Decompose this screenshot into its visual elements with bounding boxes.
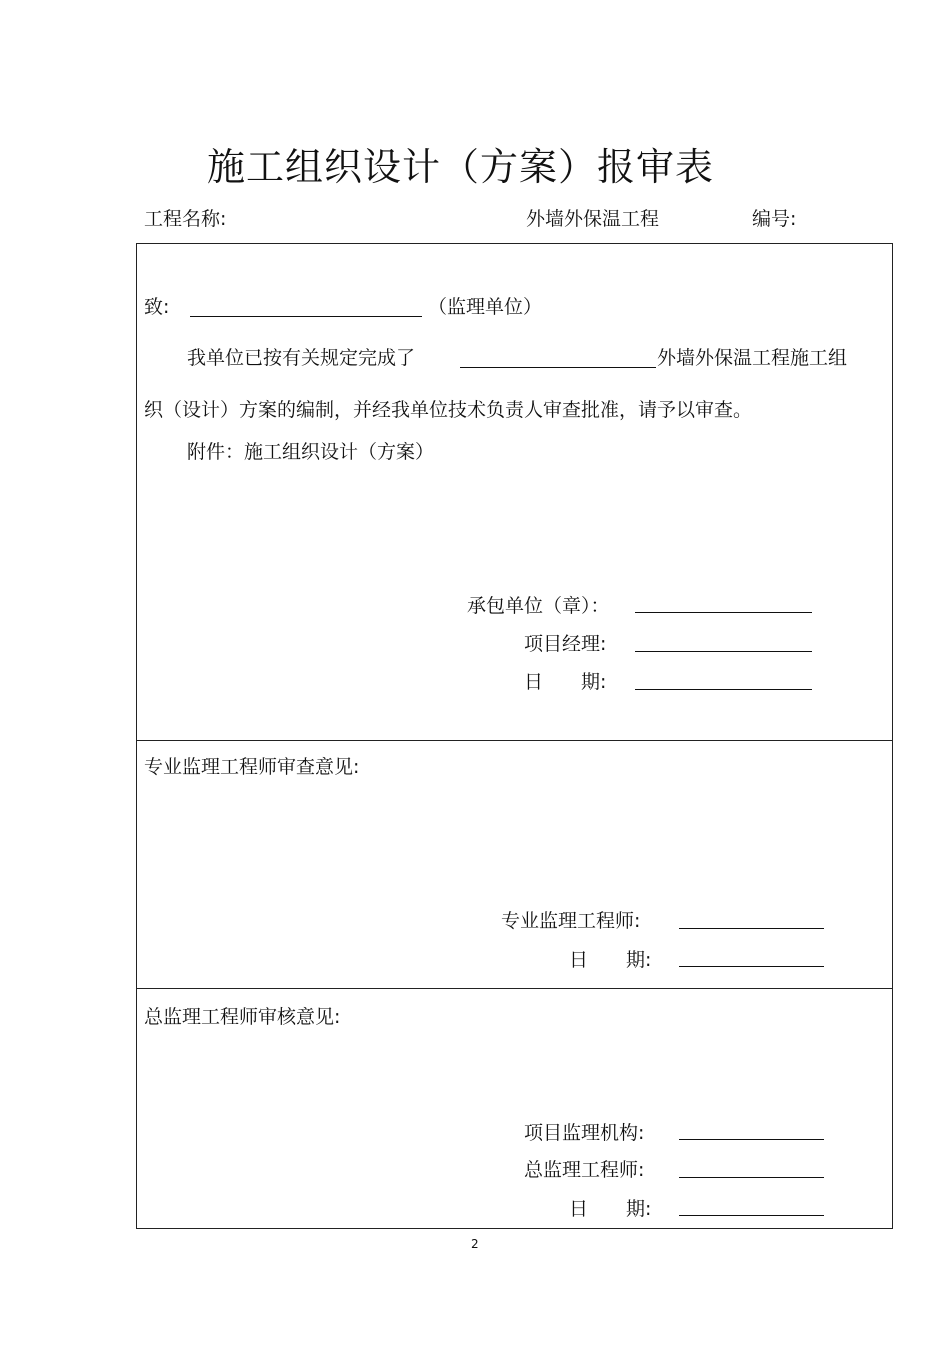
contractor-field[interactable] bbox=[635, 612, 812, 613]
chief-opinion-heading: 总监理工程师审核意见: bbox=[144, 1006, 341, 1028]
section-divider bbox=[136, 740, 893, 741]
date-label: 日 期: bbox=[569, 1198, 652, 1220]
project-field[interactable] bbox=[460, 367, 656, 368]
supervisor-unit-field[interactable] bbox=[190, 316, 422, 317]
page-number: 2 bbox=[471, 1237, 479, 1251]
to-label: 致: bbox=[144, 296, 170, 318]
engineer-opinion-heading: 专业监理工程师审查意见: bbox=[144, 756, 360, 778]
chief-label: 总监理工程师: bbox=[524, 1159, 645, 1181]
project-name-value: 外墙外保温工程 bbox=[526, 208, 660, 230]
page-title: 施工组织设计（方案）报审表 bbox=[207, 145, 715, 189]
date-field[interactable] bbox=[635, 689, 812, 690]
date-label: 日 期: bbox=[524, 671, 607, 693]
chief-field[interactable] bbox=[679, 1177, 824, 1178]
date-field[interactable] bbox=[679, 966, 824, 967]
body-line1-suffix: 外墙外保温工程施工组 bbox=[657, 347, 848, 369]
manager-label: 项目经理: bbox=[524, 633, 607, 655]
contractor-label: 承包单位（章）： bbox=[467, 595, 610, 617]
org-label: 项目监理机构: bbox=[524, 1122, 645, 1144]
number-label: 编号: bbox=[752, 208, 797, 230]
attachment: 附件：施工组织设计（方案） bbox=[187, 441, 435, 463]
manager-field[interactable] bbox=[635, 651, 812, 652]
date-label: 日 期: bbox=[569, 949, 652, 971]
section-divider bbox=[136, 988, 893, 989]
to-suffix: （监理单位） bbox=[428, 296, 543, 318]
engineer-field[interactable] bbox=[679, 928, 824, 929]
form-table bbox=[136, 243, 893, 1229]
engineer-label: 专业监理工程师: bbox=[501, 910, 641, 932]
body-line2: 织（设计）方案的编制，并经我单位技术负责人审查批准，请予以审查。 bbox=[144, 399, 753, 421]
date-field[interactable] bbox=[679, 1215, 824, 1216]
body-line1-prefix: 我单位已按有关规定完成了 bbox=[187, 347, 416, 369]
org-field[interactable] bbox=[679, 1139, 824, 1140]
project-name-label: 工程名称: bbox=[144, 208, 227, 230]
